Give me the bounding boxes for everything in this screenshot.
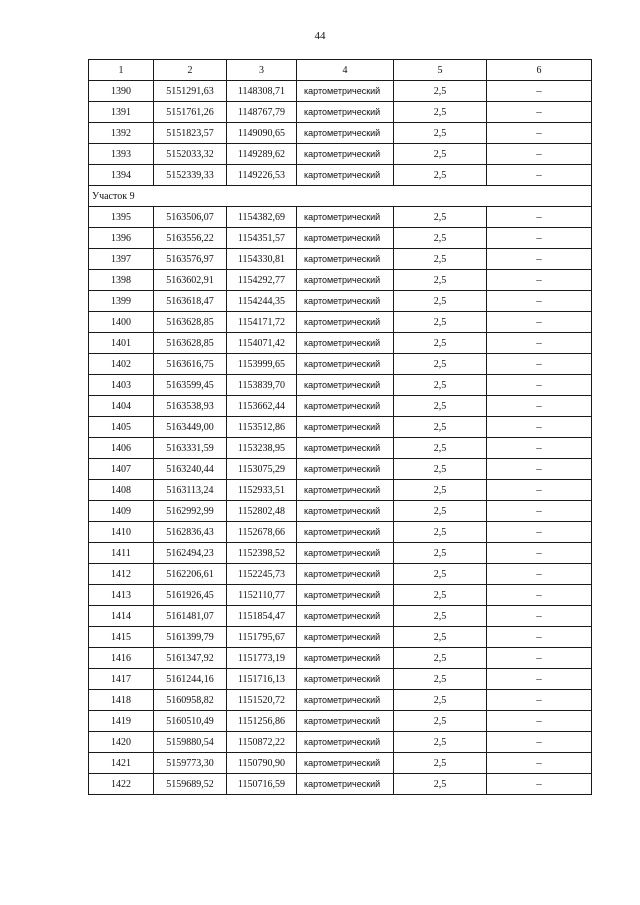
accuracy-cell: 2,5 [394, 564, 487, 585]
table-row [89, 165, 592, 186]
accuracy-cell: 2,5 [394, 438, 487, 459]
point-number-cell: 1394 [89, 165, 154, 186]
table-row [89, 102, 592, 123]
method-cell: картометрический [297, 417, 394, 438]
point-number-cell: 1420 [89, 732, 154, 753]
coordinate-x-cell: 5163538,93 [154, 396, 227, 417]
table-row [89, 354, 592, 375]
note-cell: – [487, 774, 592, 795]
table-row [89, 501, 592, 522]
point-number-cell: 1411 [89, 543, 154, 564]
coordinate-y-cell: 1148308,71 [227, 81, 297, 102]
coordinate-x-cell: 5163628,85 [154, 312, 227, 333]
method-cell: картометрический [297, 354, 394, 375]
accuracy-cell: 2,5 [394, 648, 487, 669]
method-cell: картометрический [297, 375, 394, 396]
method-cell: картометрический [297, 690, 394, 711]
coordinate-x-cell: 5151761,26 [154, 102, 227, 123]
note-cell: – [487, 669, 592, 690]
point-number-cell: 1407 [89, 459, 154, 480]
note-cell: – [487, 291, 592, 312]
coordinate-x-cell: 5161244,16 [154, 669, 227, 690]
coordinate-y-cell: 1151520,72 [227, 690, 297, 711]
method-cell: картометрический [297, 711, 394, 732]
method-cell: картометрический [297, 459, 394, 480]
accuracy-cell: 2,5 [394, 480, 487, 501]
note-cell: – [487, 690, 592, 711]
point-number-cell: 1409 [89, 501, 154, 522]
accuracy-cell: 2,5 [394, 81, 487, 102]
table-row [89, 585, 592, 606]
coordinate-y-cell: 1149226,53 [227, 165, 297, 186]
header-cell-2: 2 [154, 60, 227, 81]
point-number-cell: 1400 [89, 312, 154, 333]
accuracy-cell: 2,5 [394, 312, 487, 333]
table-row [89, 690, 592, 711]
table-row [89, 333, 592, 354]
accuracy-cell: 2,5 [394, 165, 487, 186]
point-number-cell: 1419 [89, 711, 154, 732]
accuracy-cell: 2,5 [394, 774, 487, 795]
note-cell: – [487, 396, 592, 417]
point-number-cell: 1399 [89, 291, 154, 312]
table-row [89, 480, 592, 501]
coordinate-x-cell: 5159880,54 [154, 732, 227, 753]
method-cell: картометрический [297, 144, 394, 165]
page-number: 44 [314, 30, 326, 42]
coordinate-x-cell: 5159689,52 [154, 774, 227, 795]
accuracy-cell: 2,5 [394, 669, 487, 690]
accuracy-cell: 2,5 [394, 690, 487, 711]
coordinate-y-cell: 1154171,72 [227, 312, 297, 333]
note-cell: – [487, 81, 592, 102]
accuracy-cell: 2,5 [394, 732, 487, 753]
accuracy-cell: 2,5 [394, 627, 487, 648]
accuracy-cell: 2,5 [394, 585, 487, 606]
point-number-cell: 1415 [89, 627, 154, 648]
method-cell: картометрический [297, 249, 394, 270]
method-cell: картометрический [297, 543, 394, 564]
coordinate-y-cell: 1153662,44 [227, 396, 297, 417]
coordinate-y-cell: 1154382,69 [227, 207, 297, 228]
table-row [89, 648, 592, 669]
coordinate-y-cell: 1152802,48 [227, 501, 297, 522]
table-row [89, 207, 592, 228]
accuracy-cell: 2,5 [394, 711, 487, 732]
coordinate-x-cell: 5160510,49 [154, 711, 227, 732]
table-row [89, 312, 592, 333]
point-number-cell: 1393 [89, 144, 154, 165]
coordinate-x-cell: 5163240,44 [154, 459, 227, 480]
point-number-cell: 1396 [89, 228, 154, 249]
coordinate-y-cell: 1154292,77 [227, 270, 297, 291]
coordinate-x-cell: 5152033,32 [154, 144, 227, 165]
coordinate-y-cell: 1151716,13 [227, 669, 297, 690]
coordinate-x-cell: 5161399,79 [154, 627, 227, 648]
note-cell: – [487, 753, 592, 774]
method-cell: картометрический [297, 123, 394, 144]
note-cell: – [487, 123, 592, 144]
accuracy-cell: 2,5 [394, 228, 487, 249]
coordinate-y-cell: 1148767,79 [227, 102, 297, 123]
coordinate-y-cell: 1152245,73 [227, 564, 297, 585]
coordinate-x-cell: 5163599,45 [154, 375, 227, 396]
method-cell: картометрический [297, 165, 394, 186]
table-row [89, 375, 592, 396]
accuracy-cell: 2,5 [394, 417, 487, 438]
point-number-cell: 1418 [89, 690, 154, 711]
coordinate-x-cell: 5160958,82 [154, 690, 227, 711]
table-row [89, 459, 592, 480]
note-cell: – [487, 522, 592, 543]
method-cell: картометрический [297, 270, 394, 291]
note-cell: – [487, 102, 592, 123]
method-cell: картометрический [297, 333, 394, 354]
point-number-cell: 1406 [89, 438, 154, 459]
header-cell-3: 3 [227, 60, 297, 81]
table-row [89, 417, 592, 438]
note-cell: – [487, 333, 592, 354]
accuracy-cell: 2,5 [394, 144, 487, 165]
point-number-cell: 1422 [89, 774, 154, 795]
point-number-cell: 1412 [89, 564, 154, 585]
point-number-cell: 1403 [89, 375, 154, 396]
table-row [89, 669, 592, 690]
accuracy-cell: 2,5 [394, 207, 487, 228]
method-cell: картометрический [297, 753, 394, 774]
note-cell: – [487, 207, 592, 228]
point-number-cell: 1398 [89, 270, 154, 291]
coordinate-y-cell: 1151256,86 [227, 711, 297, 732]
accuracy-cell: 2,5 [394, 501, 487, 522]
method-cell: картометрический [297, 627, 394, 648]
accuracy-cell: 2,5 [394, 606, 487, 627]
point-number-cell: 1390 [89, 81, 154, 102]
header-cell-1: 1 [89, 60, 154, 81]
method-cell: картометрический [297, 396, 394, 417]
note-cell: – [487, 270, 592, 291]
table-row [89, 732, 592, 753]
accuracy-cell: 2,5 [394, 102, 487, 123]
coordinate-y-cell: 1149289,62 [227, 144, 297, 165]
method-cell: картометрический [297, 228, 394, 249]
coordinate-x-cell: 5162992,99 [154, 501, 227, 522]
coordinate-y-cell: 1153238,95 [227, 438, 297, 459]
point-number-cell: 1402 [89, 354, 154, 375]
coordinate-y-cell: 1153999,65 [227, 354, 297, 375]
method-cell: картометрический [297, 774, 394, 795]
coordinate-y-cell: 1154330,81 [227, 249, 297, 270]
note-cell: – [487, 648, 592, 669]
method-cell: картометрический [297, 81, 394, 102]
note-cell: – [487, 375, 592, 396]
coordinate-x-cell: 5163331,59 [154, 438, 227, 459]
table-row [89, 81, 592, 102]
coordinate-y-cell: 1150790,90 [227, 753, 297, 774]
coordinate-x-cell: 5152339,33 [154, 165, 227, 186]
coordinate-y-cell: 1154071,42 [227, 333, 297, 354]
coordinate-x-cell: 5162206,61 [154, 564, 227, 585]
table-row [89, 564, 592, 585]
accuracy-cell: 2,5 [394, 522, 487, 543]
point-number-cell: 1416 [89, 648, 154, 669]
note-cell: – [487, 312, 592, 333]
point-number-cell: 1397 [89, 249, 154, 270]
coordinate-x-cell: 5163616,75 [154, 354, 227, 375]
section-label: Участок 9 [89, 186, 592, 207]
table-row [89, 144, 592, 165]
accuracy-cell: 2,5 [394, 333, 487, 354]
note-cell: – [487, 480, 592, 501]
coordinate-x-cell: 5163449,00 [154, 417, 227, 438]
method-cell: картометрический [297, 102, 394, 123]
coordinate-x-cell: 5163602,91 [154, 270, 227, 291]
note-cell: – [487, 711, 592, 732]
note-cell: – [487, 165, 592, 186]
coordinate-x-cell: 5151291,63 [154, 81, 227, 102]
note-cell: – [487, 606, 592, 627]
method-cell: картометрический [297, 501, 394, 522]
coordinate-y-cell: 1151854,47 [227, 606, 297, 627]
note-cell: – [487, 564, 592, 585]
note-cell: – [487, 438, 592, 459]
table-row [89, 228, 592, 249]
coordinate-y-cell: 1152398,52 [227, 543, 297, 564]
note-cell: – [487, 228, 592, 249]
method-cell: картометрический [297, 312, 394, 333]
coordinate-x-cell: 5151823,57 [154, 123, 227, 144]
coordinate-y-cell: 1151795,67 [227, 627, 297, 648]
table-row [89, 123, 592, 144]
table-row [89, 270, 592, 291]
note-cell: – [487, 501, 592, 522]
coordinates-table [88, 59, 592, 795]
coordinate-y-cell: 1149090,65 [227, 123, 297, 144]
method-cell: картометрический [297, 522, 394, 543]
note-cell: – [487, 627, 592, 648]
header-cell-4: 4 [297, 60, 394, 81]
point-number-cell: 1395 [89, 207, 154, 228]
coordinate-x-cell: 5163113,24 [154, 480, 227, 501]
note-cell: – [487, 459, 592, 480]
coordinate-y-cell: 1152110,77 [227, 585, 297, 606]
point-number-cell: 1417 [89, 669, 154, 690]
point-number-cell: 1421 [89, 753, 154, 774]
header-cell-6: 6 [487, 60, 592, 81]
coordinate-x-cell: 5162494,23 [154, 543, 227, 564]
table-row [89, 438, 592, 459]
method-cell: картометрический [297, 291, 394, 312]
table-row [89, 522, 592, 543]
coordinate-x-cell: 5161347,92 [154, 648, 227, 669]
accuracy-cell: 2,5 [394, 249, 487, 270]
coordinate-x-cell: 5163628,85 [154, 333, 227, 354]
table-row [89, 753, 592, 774]
header-cell-5: 5 [394, 60, 487, 81]
table-row [89, 249, 592, 270]
accuracy-cell: 2,5 [394, 753, 487, 774]
note-cell: – [487, 354, 592, 375]
method-cell: картометрический [297, 207, 394, 228]
point-number-cell: 1413 [89, 585, 154, 606]
coordinate-y-cell: 1153075,29 [227, 459, 297, 480]
point-number-cell: 1401 [89, 333, 154, 354]
point-number-cell: 1405 [89, 417, 154, 438]
coordinate-y-cell: 1151773,19 [227, 648, 297, 669]
method-cell: картометрический [297, 732, 394, 753]
note-cell: – [487, 249, 592, 270]
coordinate-y-cell: 1154351,57 [227, 228, 297, 249]
method-cell: картометрический [297, 606, 394, 627]
point-number-cell: 1404 [89, 396, 154, 417]
accuracy-cell: 2,5 [394, 543, 487, 564]
coordinate-y-cell: 1153512,86 [227, 417, 297, 438]
coordinate-x-cell: 5161926,45 [154, 585, 227, 606]
method-cell: картометрический [297, 438, 394, 459]
coordinate-y-cell: 1150716,59 [227, 774, 297, 795]
table-row [89, 711, 592, 732]
accuracy-cell: 2,5 [394, 354, 487, 375]
accuracy-cell: 2,5 [394, 459, 487, 480]
method-cell: картометрический [297, 648, 394, 669]
accuracy-cell: 2,5 [394, 291, 487, 312]
table-row [89, 396, 592, 417]
coordinate-y-cell: 1153839,70 [227, 375, 297, 396]
table-row [89, 543, 592, 564]
coordinate-y-cell: 1150872,22 [227, 732, 297, 753]
section-row [89, 186, 592, 207]
accuracy-cell: 2,5 [394, 396, 487, 417]
note-cell: – [487, 417, 592, 438]
coordinate-x-cell: 5159773,30 [154, 753, 227, 774]
table-body [89, 60, 592, 795]
accuracy-cell: 2,5 [394, 270, 487, 291]
coordinate-y-cell: 1152678,66 [227, 522, 297, 543]
method-cell: картометрический [297, 564, 394, 585]
accuracy-cell: 2,5 [394, 123, 487, 144]
accuracy-cell: 2,5 [394, 375, 487, 396]
note-cell: – [487, 732, 592, 753]
note-cell: – [487, 144, 592, 165]
coordinate-x-cell: 5163618,47 [154, 291, 227, 312]
coordinate-x-cell: 5163576,97 [154, 249, 227, 270]
note-cell: – [487, 585, 592, 606]
point-number-cell: 1392 [89, 123, 154, 144]
table-row [89, 774, 592, 795]
point-number-cell: 1408 [89, 480, 154, 501]
point-number-cell: 1391 [89, 102, 154, 123]
coordinate-x-cell: 5163506,07 [154, 207, 227, 228]
table-row [89, 291, 592, 312]
coordinate-x-cell: 5163556,22 [154, 228, 227, 249]
table-row [89, 606, 592, 627]
method-cell: картометрический [297, 585, 394, 606]
coordinate-x-cell: 5162836,43 [154, 522, 227, 543]
table-header-row [89, 60, 592, 81]
table-row [89, 627, 592, 648]
note-cell: – [487, 543, 592, 564]
method-cell: картометрический [297, 480, 394, 501]
coordinate-y-cell: 1152933,51 [227, 480, 297, 501]
point-number-cell: 1410 [89, 522, 154, 543]
coordinate-x-cell: 5161481,07 [154, 606, 227, 627]
point-number-cell: 1414 [89, 606, 154, 627]
coordinate-y-cell: 1154244,35 [227, 291, 297, 312]
method-cell: картометрический [297, 669, 394, 690]
